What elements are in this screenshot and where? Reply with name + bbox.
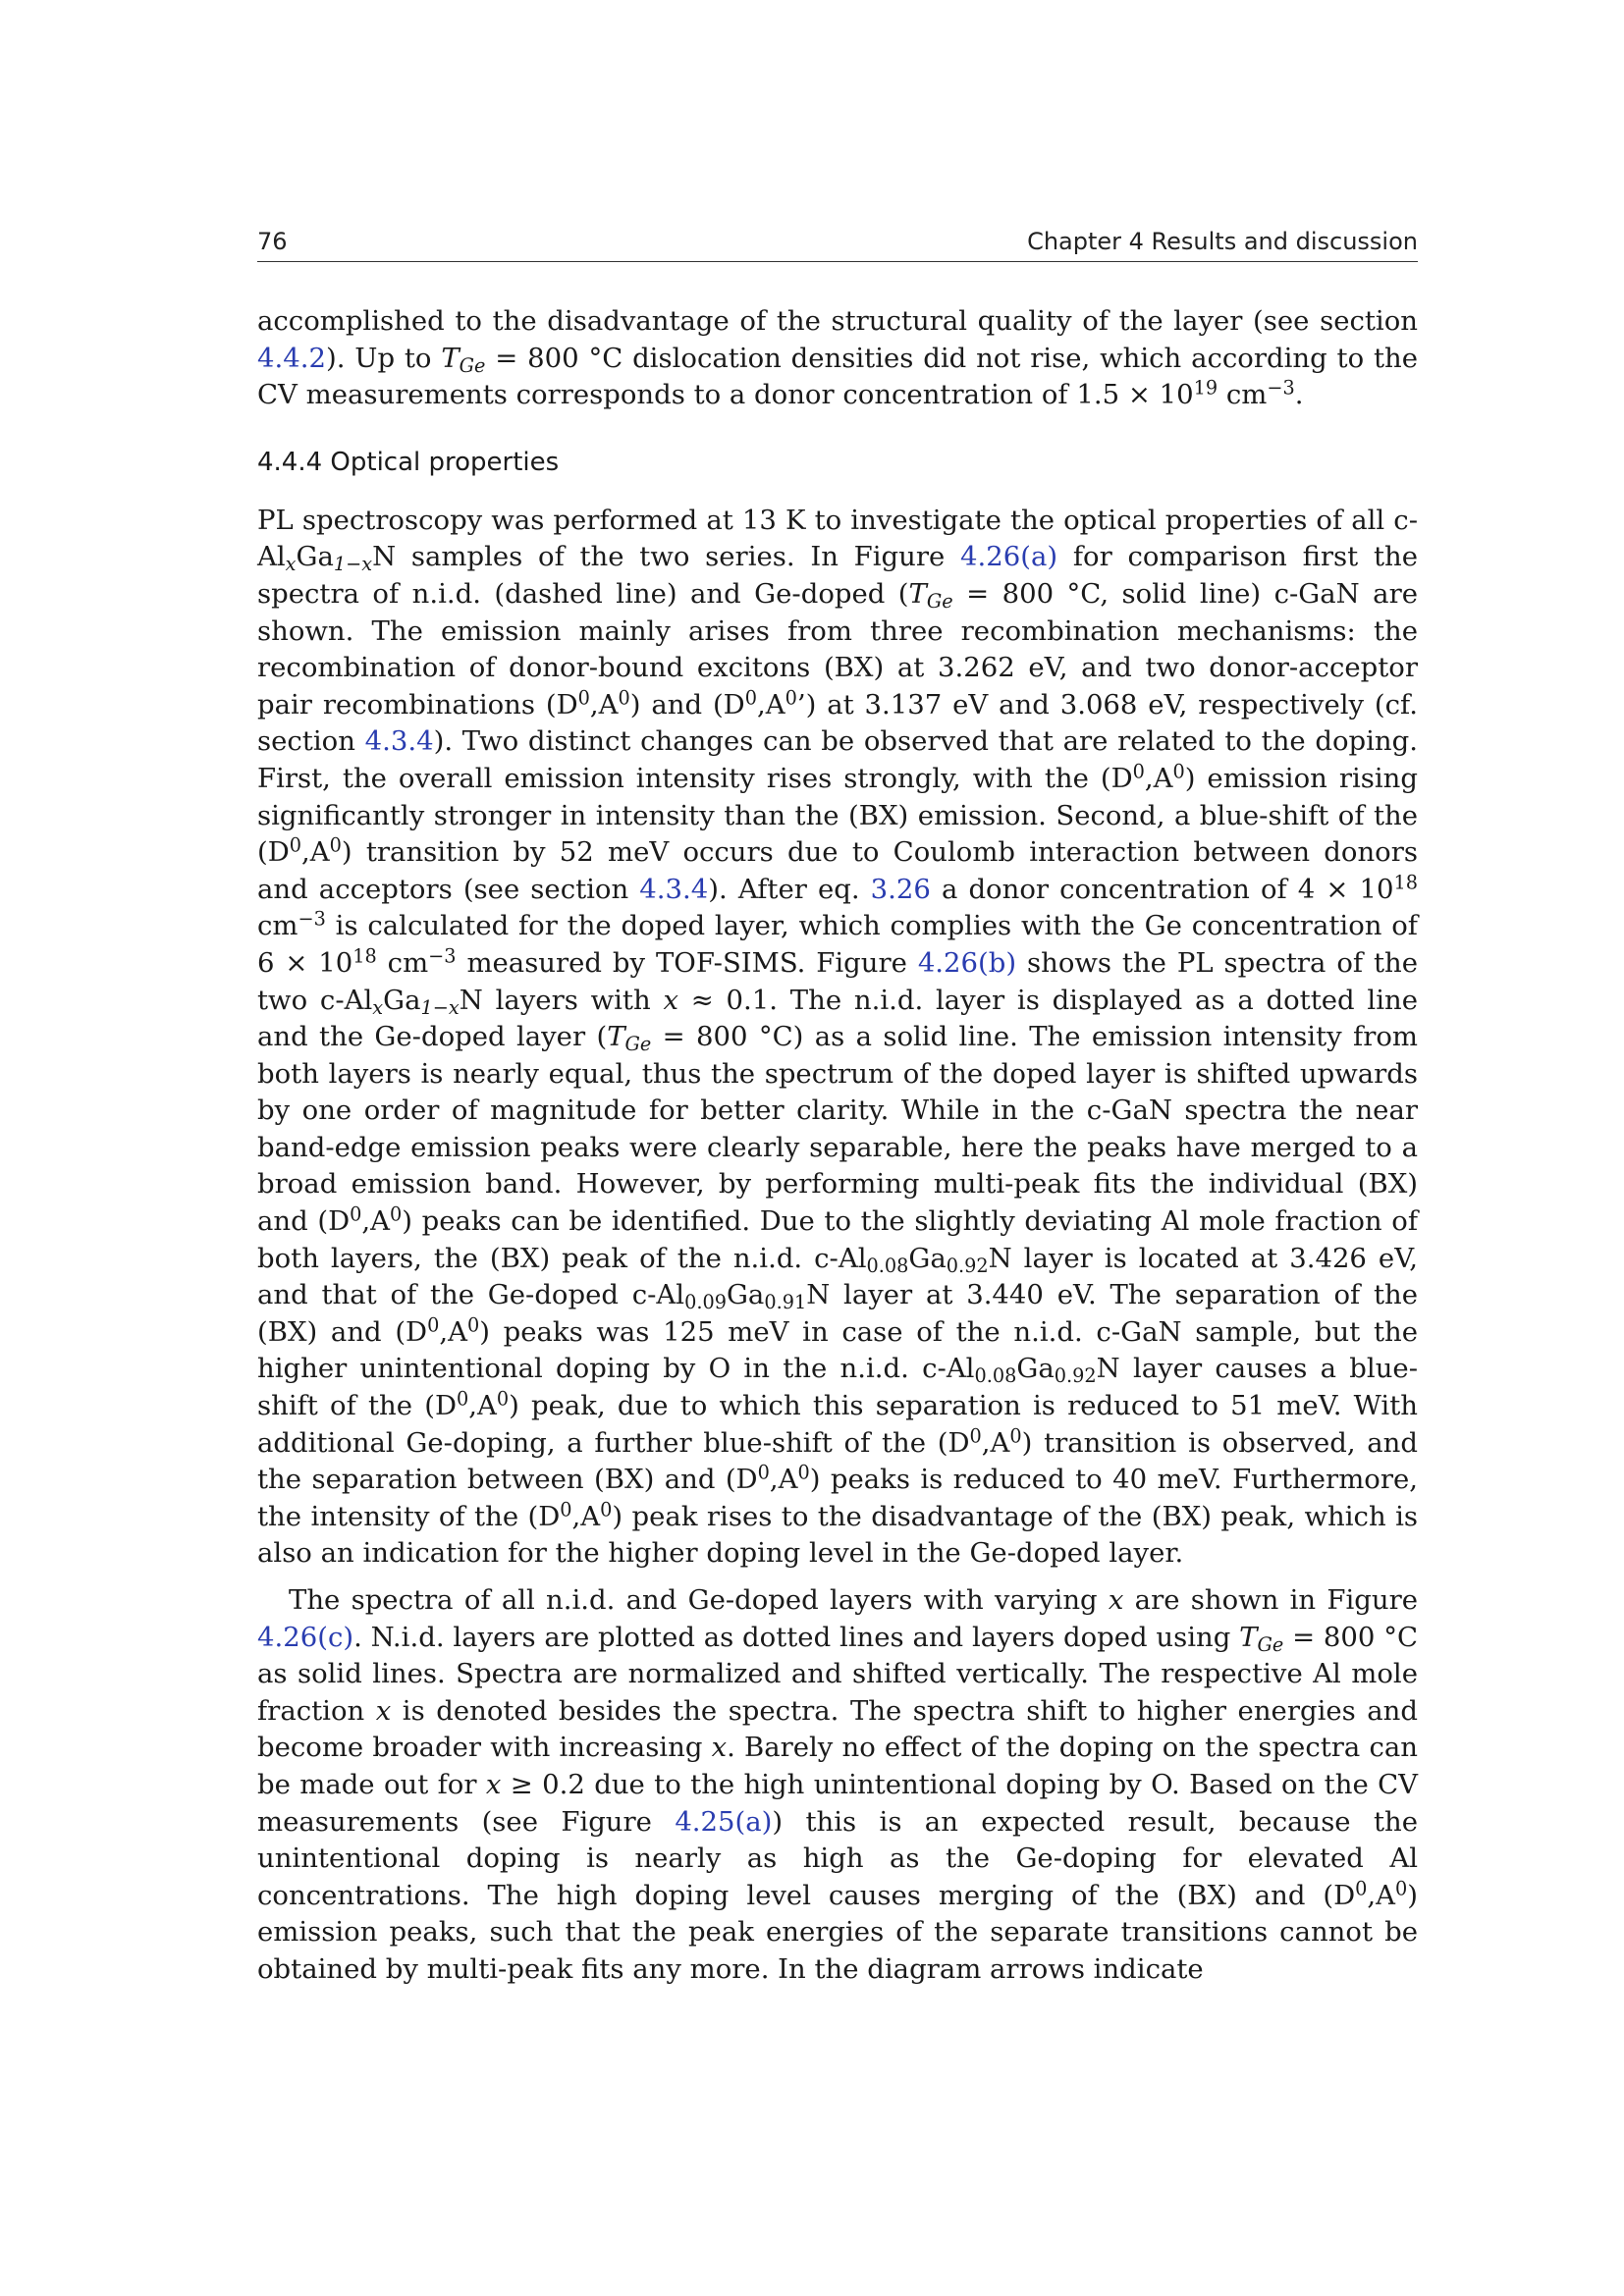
paragraph-2: PL spectroscopy was performed at 13 K to investigate the optical properties of all $c-Al_xGa_{1-x}N$ samples of the two series. In Figure 4.26(a) for comparison first the spectra of n.i.d. (dashed line) and Ge-doped ($T_{Ge} = 800$ °C, solid line) c-GaN are shown. The emission mainly arises from three recombination mechanisms: the recombination of donor-bound excitons (BX) at 3.262 eV, and two donor-acceptor pair recombinations $(D^0,A^0)$ and $(D^0,A^0’)$ at 3.137 eV and 3.068 eV, respectively (cf. section 4.3.4). Two distinct changes can be observed that are related to the doping. First, the overall emission intensity rises strongly, with the $(D^0,A^0)$ emission rising significantly stronger in intensity than the (BX) emission. Second, a blue-shift of the $(D^0,A^0)$ transition by 52 meV occurs due to Coulomb interaction between donors and acceptors (see section 4.3.4). After eq. 3.26 a donor concentration of $4 \times 10^{18}$ $cm^{-3}$ is calculated for the doped layer, which complies with the Ge concentration of $6 \times 10^{18}$ $cm^{-3}$ measured by TOF-SIMS. Figure 4.26(b) shows the PL spectra of the two $c-Al_xGa_{1-x}N$ layers with x ≈ 0.1. The n.i.d. layer is displayed as a dotted line and the Ge-doped layer ($T_{Ge} = 800$ °C) as a solid line. The emission intensity from both layers is nearly equal, thus the spectrum of the doped layer is shifted upwards by one order of magnitude for better clarity. While in the c-GaN spectra the near band-edge emission peaks were clearly separable, here the peaks have merged to a broad emission band. However, by performing multi-peak fits the individual (BX) and $(D^0,A^0)$ peaks can be identified. Due to the slightly deviating Al mole fraction of both layers, the (BX) peak of the n.i.d. $c-Al_{0.08}Ga_{0.92}N$ layer is located at 3.426 eV, and that of the Ge-doped $c-Al_{0.09}Ga_{0.91}N$ layer at 3.440 eV. The separation of the (BX) and $(D^0,A^0)$ peaks was 125 meV in case of the n.i.d. c-GaN sample, but the higher unintentional doping by O in the n.i.d. $c-Al_{0.08}Ga_{0.92}N$ layer causes a blue-shift of the $(D^0,A^0)$ peak, due to which this separation is reduced to 51 meV. With additional Ge-doping, a further blue-shift of the $(D^0,A^0)$ transition is observed, and the separation between (BX) and $(D^0,A^0)$ peaks is reduced to 40 meV. Furthermore, the intensity of the $(D^0,A^0)$ peak rises to the disadvantage of the (BX) peak, which is also an indication for the higher doping level in the Ge-doped layer.	[257, 504, 1419, 1570]
ref-section-4-4-2[interactable]: 4.4.2	[257, 342, 326, 374]
ref-figure-4-26b[interactable]: 4.26(b)	[917, 946, 1017, 979]
running-header	[257, 228, 1418, 262]
section-heading: 4.4.4 Optical properties	[257, 447, 560, 477]
page	[257, 228, 1418, 1989]
paragraph-3: The spectra of all n.i.d. and Ge-doped layers with varying x are shown in Figure 4.26(c). N.i.d. layers are plotted as dotted lines and layers doped using $T_{Ge} = 800$ °C as solid lines. Spectra are normalized and shifted vertically. The respective Al mole fraction x is denoted besides the spectra. The spectra shift to higher energies and become broader with increasing x. Barely no effect of the doping on the spectra can be made out for x ≥ 0.2 due to the high unintentional doping by O. Based on the CV measurements (see Figure 4.25(a)) this is an expected result, because the unintentional doping is nearly as high as the Ge-doping for elevated Al concentrations. The high doping level causes merging of the (BX) and $(D^0,A^0)$ emission peaks, such that the peak energies of the separate transitions cannot be obtained by multi-peak fits any more. In the diagram arrows indicate	[257, 1584, 1419, 1985]
ref-figure-4-26a[interactable]: 4.26(a)	[960, 541, 1058, 573]
paragraph-1: accomplished to the disadvantage of the structural quality of the layer (see section 4.4.2). Up to $T_{Ge} = 800$ °C dislocation densities did not rise, which according to the CV measurements corresponds to a donor concentration of $1.5 \times 10^{19}$ $cm^{-3}$.	[257, 305, 1418, 411]
ref-figure-4-26c[interactable]: 4.26(c)	[257, 1621, 354, 1653]
ref-section-4-3-4-second[interactable]: 4.3.4	[639, 873, 709, 905]
body-text	[257, 303, 1418, 1989]
page-number: 76	[257, 228, 288, 255]
ref-figure-4-25a[interactable]: 4.25(a)	[675, 1805, 773, 1838]
ref-section-4-3-4[interactable]: 4.3.4	[364, 725, 434, 758]
ref-equation-3-26[interactable]: 3.26	[870, 873, 931, 905]
chapter-title: Chapter 4 Results and discussion	[1027, 228, 1418, 255]
